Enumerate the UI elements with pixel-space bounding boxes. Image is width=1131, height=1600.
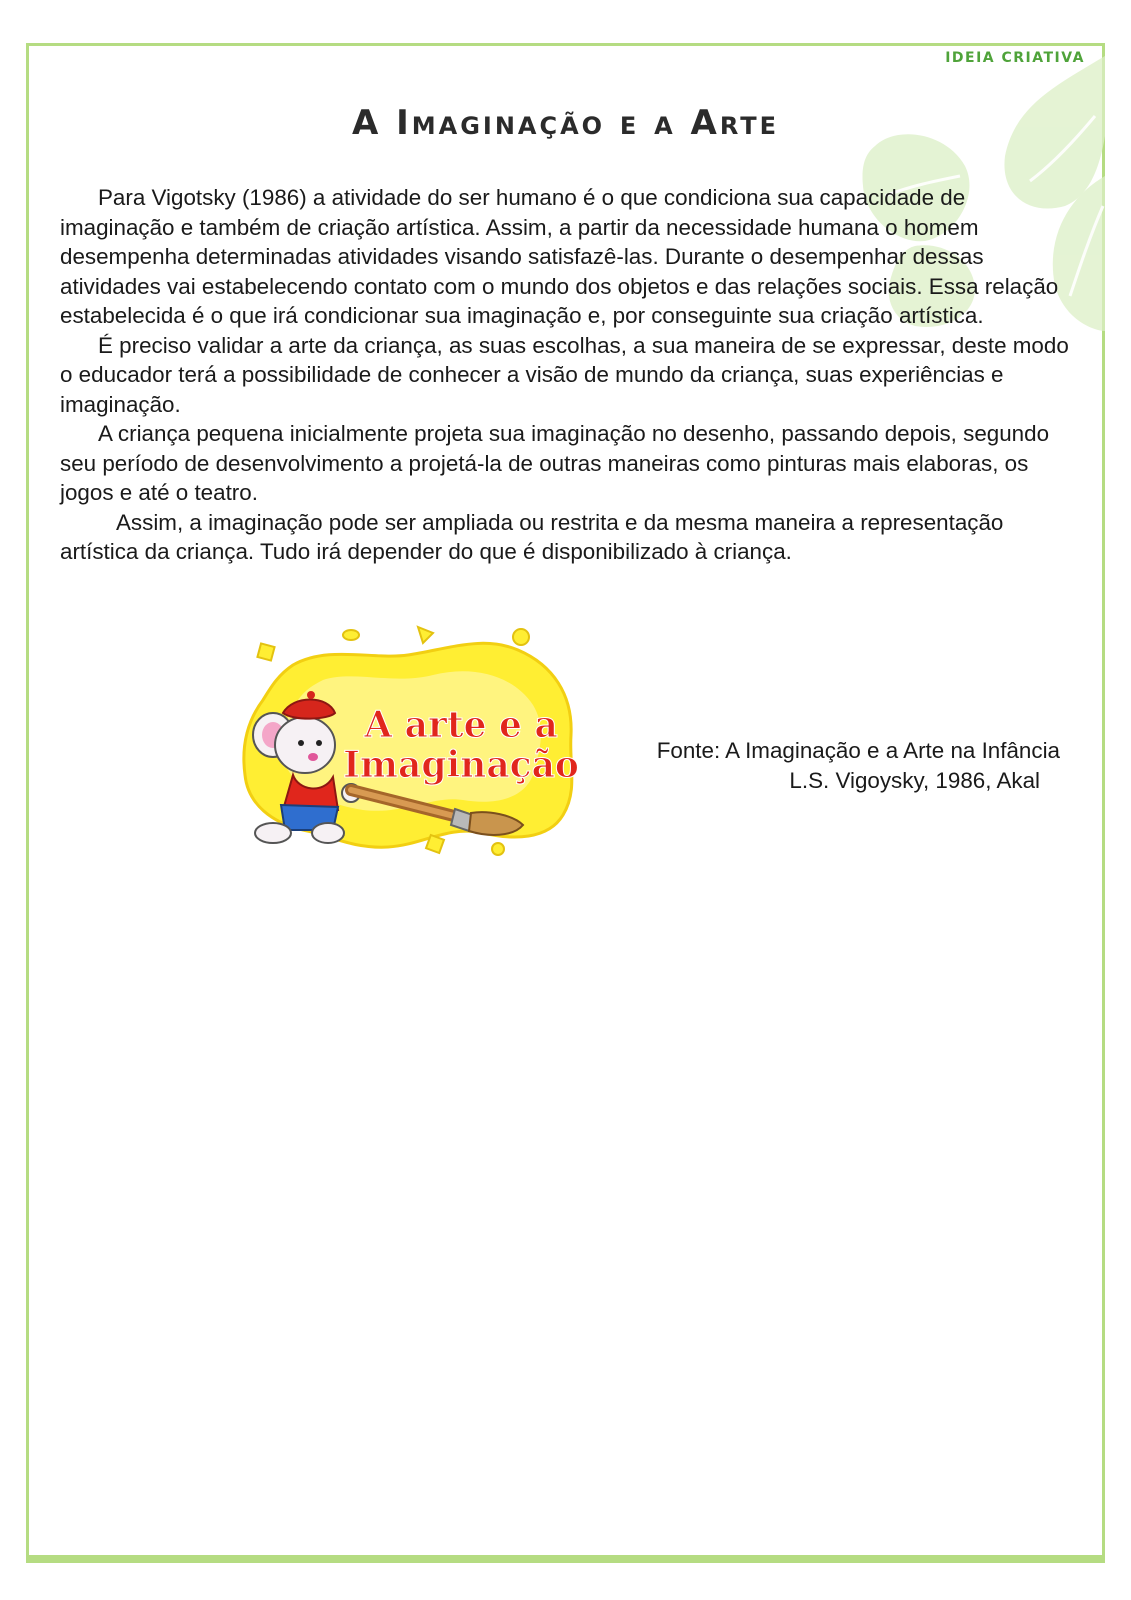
paragraph-3: A criança pequena inicialmente projeta sua imaginação no desenho, passando depois, segundo seu período de desenvolvimento a projetá-la de outras maneiras como pinturas mais elaboras, os jogos e até o teatro. (60, 421, 1050, 505)
source-line-1: Fonte: A Imaginação e a Arte na Infância (656, 738, 1060, 763)
paragraph-2: É preciso validar a arte da criança, as suas escolhas, a sua maneira de se expressar, deste modo o educador terá a possibilidade de conhecer a visão de mundo da criança, suas experiências e imaginação. (60, 332, 1069, 417)
page-title: A Imaginação e a Arte (351, 103, 780, 143)
paragraph-1: Para Vigotsky (1986) a atividade do ser humano é o que condiciona sua capacidade de imaginação e também de criação artística. Assim, a partir da necessidade humana o homem desempenha determinadas atividades visando satisfazê-las. Durante o desempenhar dessas atividades vai estabelecendo contato com o mundo dos objetos e das relações sociais. Essa relação estabelecida é o que irá condicionar sua imaginação e, por conseguinte sua criação artística. (60, 185, 1059, 328)
source-line-2: L.S. Vigoysky, 1986, Akal (789, 767, 1040, 793)
brand-label: IDEIA CRIATIVA (945, 50, 1085, 66)
frame-bottom-bar (26, 1555, 1105, 1563)
source-citation (590, 736, 1060, 795)
logo-text-line1: A arte e a (364, 704, 558, 746)
logo-text-line2: Imaginação (343, 744, 579, 786)
art-imagination-logo (233, 625, 593, 865)
article-body (60, 183, 1080, 567)
paragraph-4: Assim, a imaginação pode ser ampliada ou restrita e da mesma maneira a representação artística da criança. Tudo irá depender do que é disponibilizado à criança. (60, 509, 1004, 564)
